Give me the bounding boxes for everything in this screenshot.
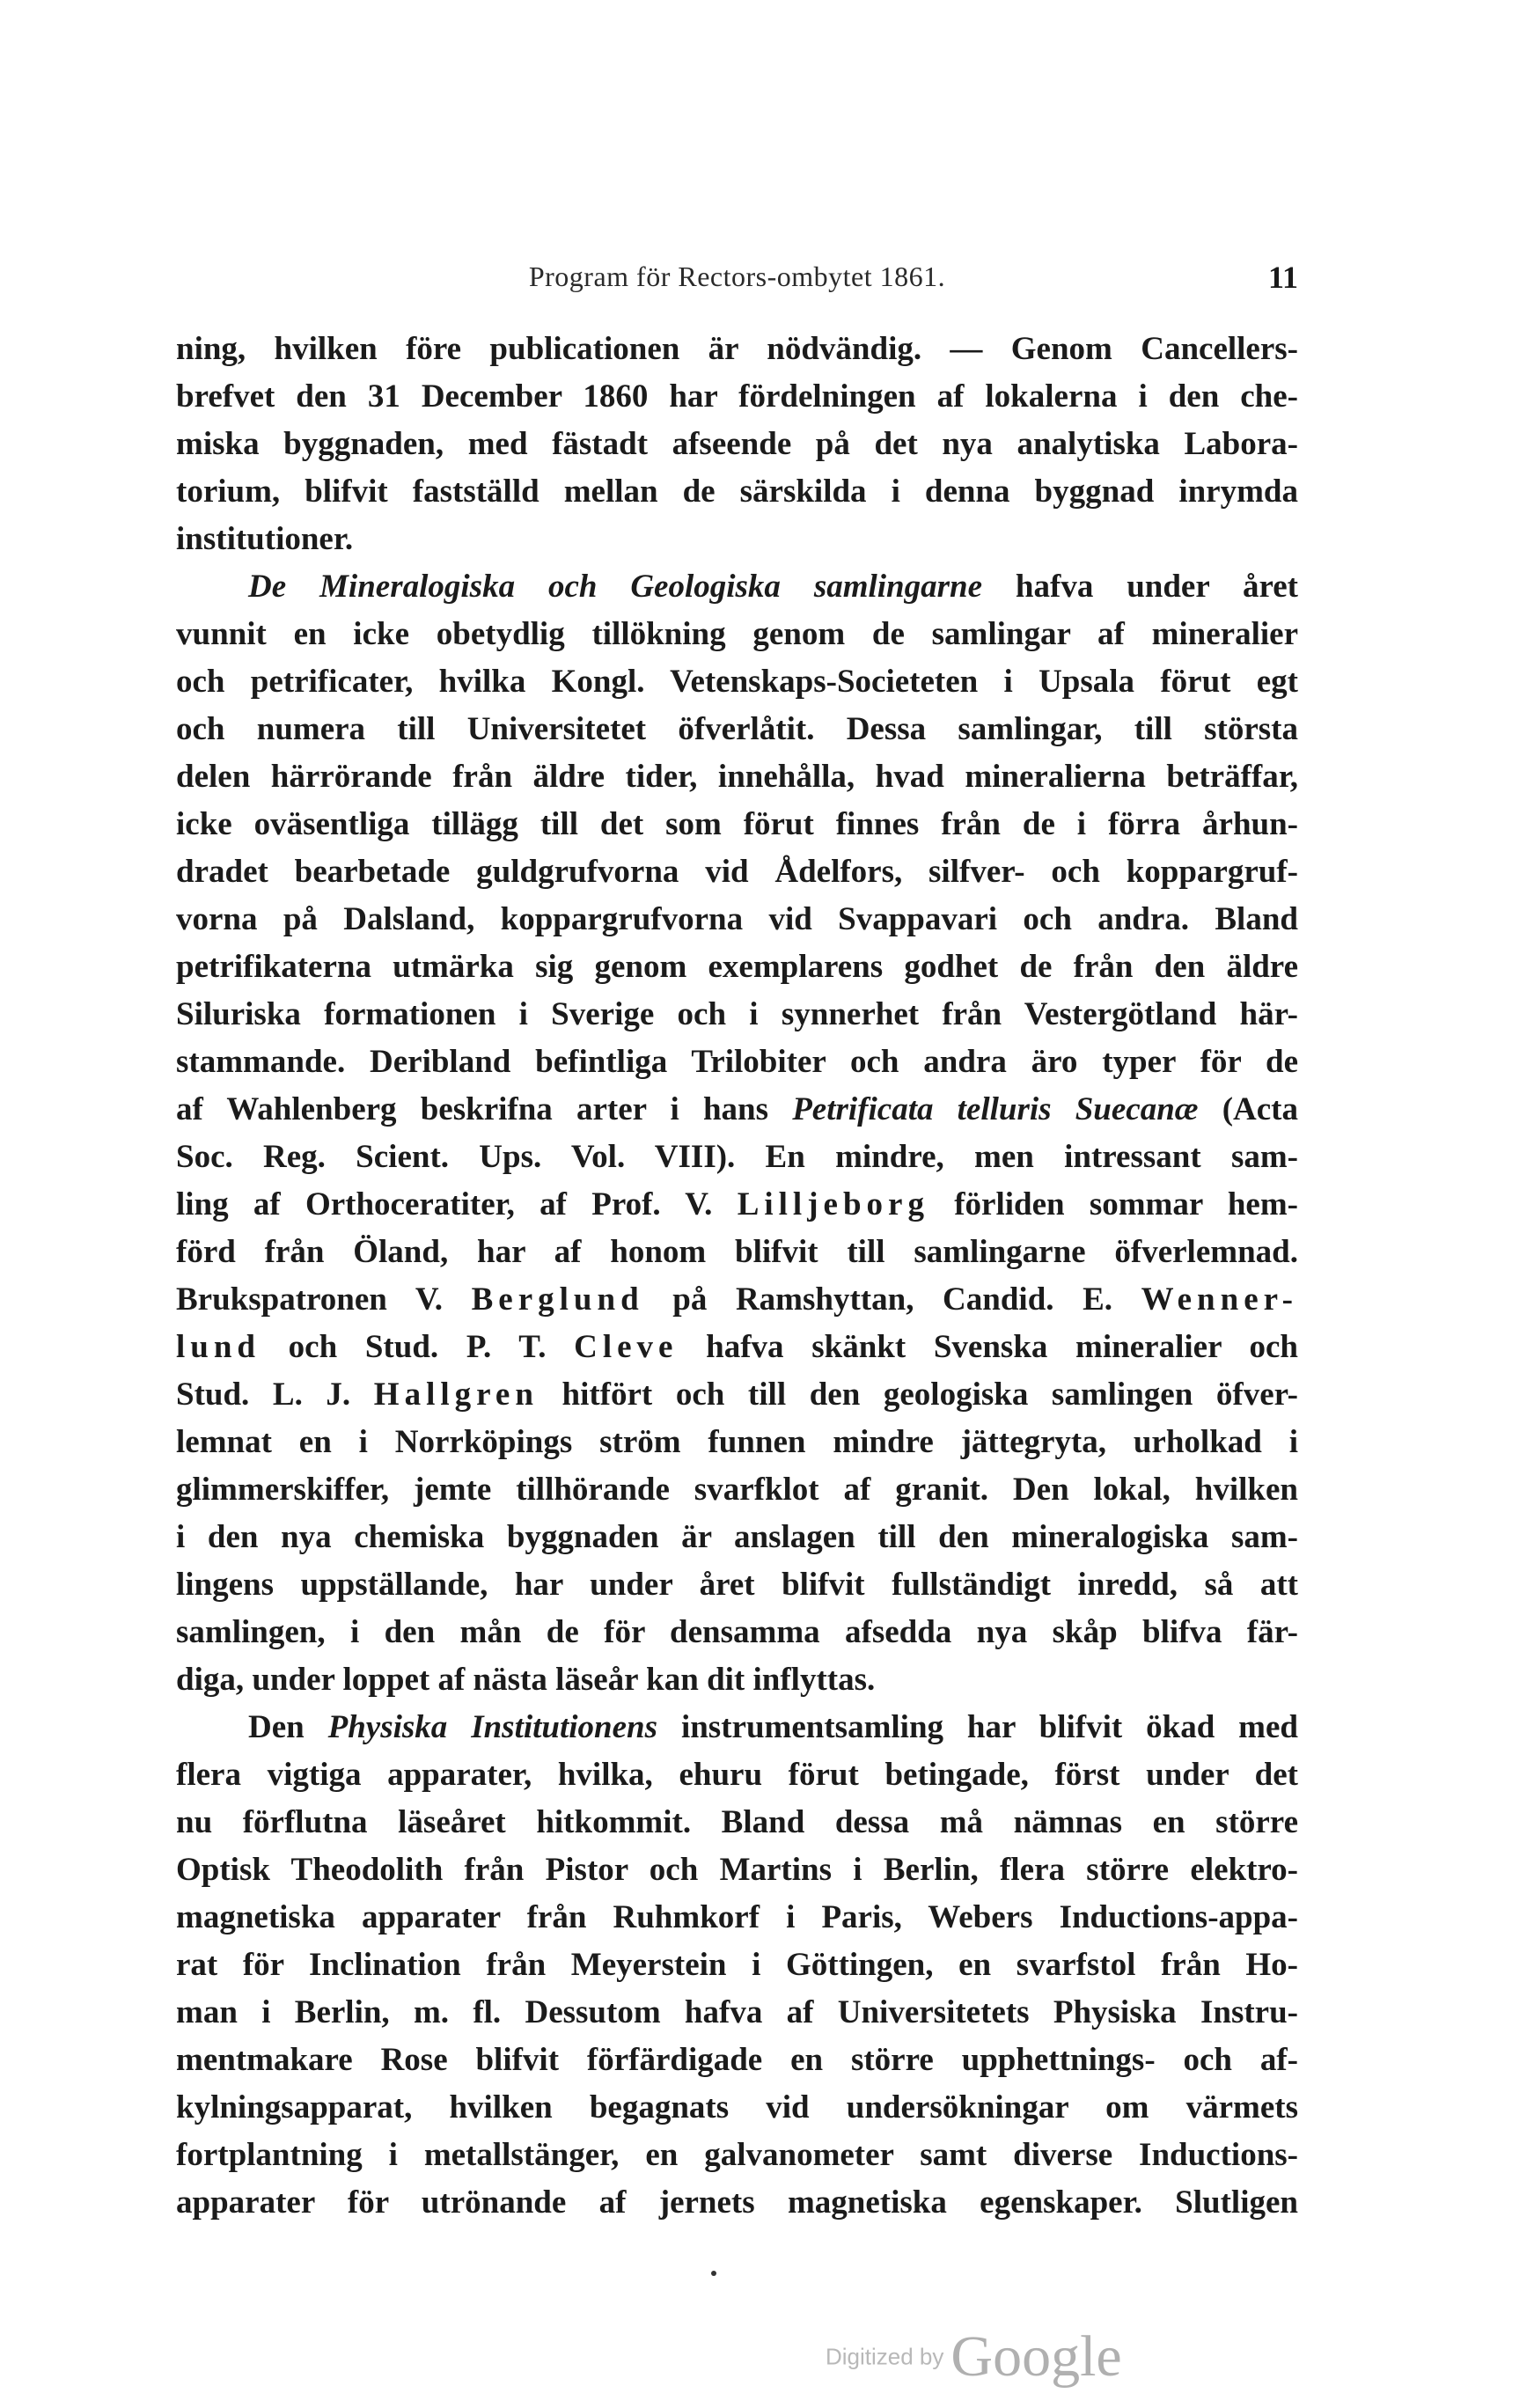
text-line: flera vigtiga apparater, hvilka, ehuru förut betingade, först under det [176,1757,1298,1793]
text-line: brefvet den 31 December 1860 har fördelningen af lokalerna i den che- [176,378,1298,415]
text-line: nu förflutna läseåret hitkommit. Bland dessa må nämnas en större [176,1804,1298,1840]
text-line: miska byggnaden, med fästadt afseende på det nya analytiska Labora- [176,426,1298,462]
text-line: och petrificater, hvilka Kongl. Vetenskaps-Societeten i Upsala förut egt [176,664,1298,700]
text-line: lingens uppställande, har under året blifvit fullständigt inredd, så att [176,1567,1298,1603]
text-line: magnetiska apparater från Ruhmkorf i Paris, Webers Inductions-appa- [176,1899,1298,1935]
text-line: apparater för utrönande af jernets magnetiska egenskaper. Slutligen [176,2184,1298,2221]
text-line: förd från Öland, har af honom blifvit till samlingarne öfverlemnad. [176,1234,1298,1270]
watermark-brand-logo: Google [950,2324,1122,2389]
text-line: kylningsapparat, hvilken begagnats vid undersökningar om värmets [176,2089,1298,2125]
text-line: vunnit en icke obetydlig tillökning genom de samlingar af mineralier [176,616,1298,652]
text-line: dradet bearbetade guldgrufvorna vid Ådelfors, silfver- och koppargruf- [176,854,1298,890]
text-line: glimmerskiffer, jemte tillhörande svarfklot af granit. Den lokal, hvilken [176,1472,1298,1508]
text-line: icke oväsentliga tillägg till det som förut finnes från de i förra århun- [176,806,1298,842]
text-line: lund och Stud. P. T. Cleve hafva skänkt Svenska mineralier och [176,1329,1298,1365]
page-number: 11 [1267,260,1298,295]
text-line: diga, under loppet af nästa läseår kan dit inflyttas. [176,1662,876,1698]
stray-ink-mark [711,2271,716,2276]
watermark-prefix: Digitized by [826,2343,944,2370]
text-line: lemnat en i Norrköpings ström funnen mindre jättegryta, urholkad i [176,1424,1298,1460]
text-line: De Mineralogiska och Geologiska samlingarne hafva under året [248,569,1298,605]
text-line: Stud. L. J. Hallgren hitfört och till den geologiska samlingen öfver- [176,1377,1299,1413]
text-line: samlingen, i den mån de för densamma afsedda nya skåp blifva fär- [176,1614,1298,1650]
text-line: rat för Inclination från Meyerstein i Göttingen, en svarfstol från Ho- [176,1947,1298,1983]
text-line: ning, hvilken före publicationen är nödvändig. — Genom Cancellers- [176,331,1298,367]
text-line: Optisk Theodolith från Pistor och Martins i Berlin, flera större elektro- [176,1852,1298,1888]
text-line: torium, blifvit fastställd mellan de särskilda i denna byggnad inrymda [176,474,1298,510]
text-line: Brukspatronen V. Berglund på Ramshyttan, Candid. E. Wenner- [176,1281,1298,1318]
text-line: institutioner. [176,521,354,557]
text-line: fortplantning i metallstänger, en galvanometer samt diverse Inductions- [176,2137,1298,2173]
text-line: Soc. Reg. Scient. Ups. Vol. VIII). En mindre, men intressant sam- [176,1139,1298,1175]
text-line: ling af Orthoceratiter, af Prof. V. Lilljeborg förliden sommar hem- [176,1186,1298,1222]
text-line: Siluriska formationen i Sverige och i synnerhet från Vestergötland här- [176,996,1298,1032]
text-line: stammande. Deribland befintliga Trilobiter och andra äro typer för de [176,1044,1298,1080]
text-line: petrifikaterna utmärka sig genom exemplarens godhet de från den äldre [176,949,1298,985]
text-line: i den nya chemiska byggnaden är anslagen till den mineralogiska sam- [176,1519,1298,1555]
text-line: delen härrörande från äldre tider, innehålla, hvad mineralierna beträffar, [176,759,1298,795]
text-line: man i Berlin, m. fl. Dessutom hafva af Universitetets Physiska Instru- [176,1994,1298,2030]
text-line: och numera till Universitetet öfverlåtit. Dessa samlingar, till största [176,711,1298,747]
text-line: af Wahlenberg beskrifna arter i hans Petrificata telluris Suecanæ (Acta [176,1091,1298,1127]
running-title: Program för Rectors-ombytet 1861. [528,261,946,292]
text-line: mentmakare Rose blifvit förfärdigade en större upphettnings- och af- [176,2042,1298,2078]
running-head [176,261,1298,296]
digitization-watermark [826,2324,1122,2389]
text-line: Den Physiska Institutionens instrumentsamling har blifvit ökad med [248,1709,1298,1745]
body-text [176,326,1298,2227]
text-line: vorna på Dalsland, koppargrufvorna vid Svappavari och andra. Bland [176,901,1298,937]
